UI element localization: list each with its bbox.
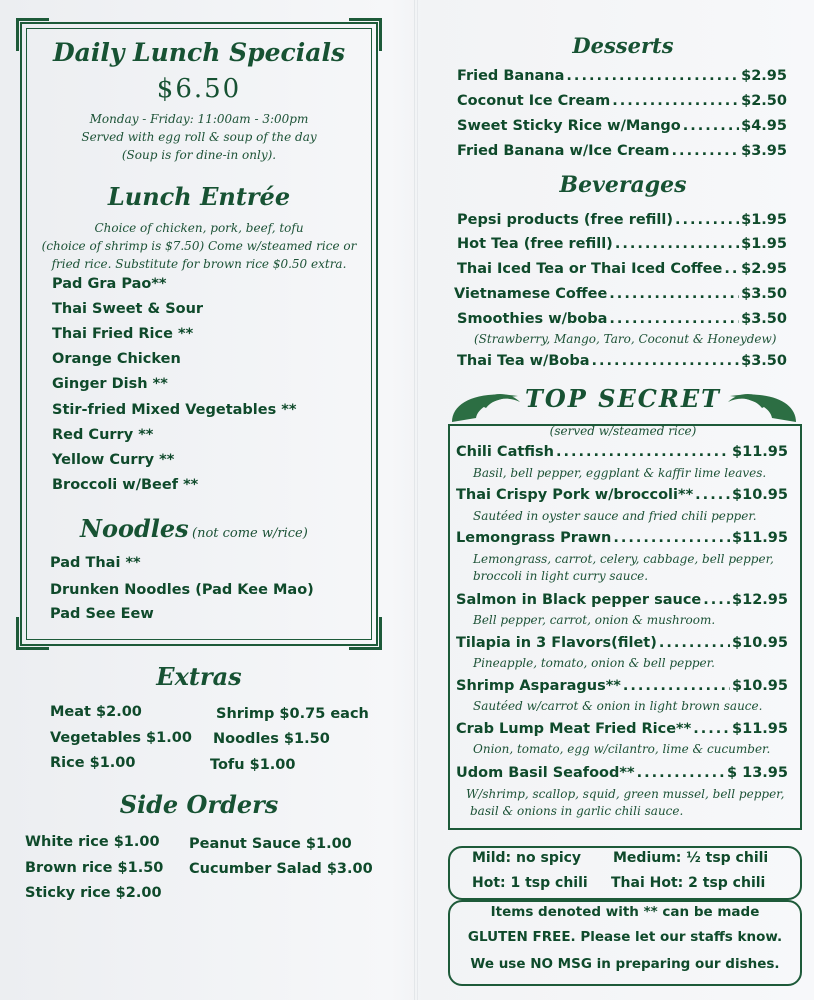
entree-item: Thai Sweet & Sour [52,301,204,317]
secret-desc: Sautéed w/carrot & onion in light brown sauce. [473,699,763,713]
secret-name: Thai Crispy Pork w/broccoli** [456,487,694,503]
dessert-price: $2.95 [741,68,787,84]
beverage-row [457,311,787,327]
secret-price: $10.95 [732,635,788,651]
beverage-name: Thai Iced Tea or Thai Iced Coffee [457,261,723,277]
beverage-row [457,353,787,369]
extra-item: Tofu $1.00 [210,757,296,773]
leader-dots [659,635,730,651]
desserts-title: Desserts [572,33,674,58]
dessert-price: $2.50 [741,93,787,109]
entree-item: Thai Fried Rice ** [52,326,194,342]
secret-desc: broccoli in light curry sauce. [473,569,649,583]
secret-price: $10.95 [732,678,788,694]
leader-dots [556,444,730,460]
beverage-row [457,236,787,252]
dessert-row [457,93,787,109]
daily-served: Served with egg roll & soup of the day [81,130,317,144]
dessert-name: Coconut Ice Cream [457,93,611,109]
leader-dots [724,261,739,277]
beverage-price: $1.95 [741,212,787,228]
extra-item: Rice $1.00 [50,755,136,771]
secret-row [456,592,788,608]
leader-dots [566,68,739,84]
beverage-name: Pepsi products (free refill) [457,212,673,228]
secret-desc: Pineapple, tomato, onion & bell pepper. [473,656,715,670]
top-secret-subtitle: (served w/steamed rice) [549,424,697,438]
beverage-name: Thai Tea w/Boba [457,353,590,369]
entree-item: Broccoli w/Beef ** [52,477,199,493]
entree-desc-1: Choice of chicken, pork, beef, tofu [94,221,304,235]
secret-name: Salmon in Black pepper sauce [456,592,702,608]
entree-item: Pad Gra Pao** [52,276,167,292]
leader-dots [592,353,740,369]
dessert-price: $3.95 [741,143,787,159]
secret-row [456,678,788,694]
beverage-price: $3.50 [741,353,787,369]
entree-item: Orange Chicken [52,351,181,367]
secret-row [456,487,788,503]
leader-dots [637,765,725,781]
secret-desc: basil & onions in garlic chili sauce. [470,804,684,818]
secret-price: $10.95 [732,487,788,503]
secret-price: $11.95 [732,444,788,460]
beverage-row [457,212,787,228]
side-item: Cucumber Salad $3.00 [189,861,373,877]
beverage-price: $3.50 [741,286,787,302]
leader-dots [695,487,730,503]
leader-dots [609,311,739,327]
secret-row [456,765,788,781]
secret-price: $11.95 [732,721,788,737]
beverage-row [457,261,787,277]
secret-row [456,530,788,546]
secret-row [456,721,788,737]
extra-item: Shrimp $0.75 each [216,706,369,722]
secret-price: $11.95 [732,530,788,546]
entree-item: Red Curry ** [52,427,154,443]
entree-desc-2: (choice of shrimp is $7.50) Come w/steamed rice or [41,239,357,253]
noodle-item: Drunken Noodles (Pad Kee Mao) [50,582,314,598]
beverage-price: $2.95 [741,261,787,277]
spice-hot: Hot: 1 tsp chili [472,875,588,891]
entree-item: Stir-fried Mixed Vegetables ** [52,402,297,418]
secret-name: Lemongrass Prawn [456,530,612,546]
dessert-row [457,68,787,84]
noodle-item: Pad Thai ** [50,555,141,571]
leader-dots [693,721,730,737]
leader-dots [675,212,739,228]
secret-name: Tilapia in 3 Flavors(filet) [456,635,657,651]
secret-desc: Onion, tomato, egg w/cilantro, lime & cucumber. [473,742,771,756]
secret-desc: Sautéed in oyster sauce and fried chili pepper. [473,509,757,523]
beverage-price: $3.50 [741,311,787,327]
secret-name: Crab Lump Meat Fried Rice** [456,721,692,737]
leader-dots [612,93,739,109]
secret-name: Udom Basil Seafood** [456,765,635,781]
secret-row [456,635,788,651]
beverages-title: Beverages [559,172,687,198]
noodles-note: (not come w/rice) [192,526,308,541]
secret-row [456,444,788,460]
spice-medium: Medium: ½ tsp chili [613,850,769,866]
beverage-row [454,286,787,302]
beverage-name: Vietnamese Coffee [454,286,608,302]
secret-desc: Basil, bell pepper, eggplant & kaffir lime leaves. [473,466,767,480]
noodle-item: Pad See Eew [50,606,154,622]
spice-thai-hot: Thai Hot: 2 tsp chili [611,875,766,891]
dessert-row [457,143,787,159]
side-item: Sticky rice $2.00 [25,885,162,901]
secret-price: $12.95 [732,592,788,608]
leader-dots [683,118,739,134]
dessert-price: $4.95 [741,118,787,134]
leader-dots [623,678,730,694]
spice-mild: Mild: no spicy [472,850,582,866]
secret-desc: Bell pepper, carrot, onion & mushroom. [473,613,716,627]
leader-dots [615,236,739,252]
dessert-name: Fried Banana [457,68,565,84]
noodles-title: Noodles [80,514,189,543]
beverage-name: Hot Tea (free refill) [457,236,613,252]
secret-desc: W/shrimp, scallop, squid, green mussel, bell pepper, [466,787,785,801]
extras-title: Extras [156,662,242,691]
dessert-name: Fried Banana w/Ice Cream [457,143,670,159]
side-item: Peanut Sauce $1.00 [189,836,352,852]
daily-hours: Monday - Friday: 11:00am - 3:00pm [89,112,309,126]
extra-item: Meat $2.00 [50,704,142,720]
secret-name: Chili Catfish [456,444,554,460]
daily-soup-note: (Soup is for dine-in only). [121,148,277,162]
entree-desc-3: fried rice. Substitute for brown rice $0.50 extra. [51,257,347,271]
top-secret-title: TOP SECRET [525,384,721,413]
gluten-line-3: We use NO MSG in preparing our dishes. [470,956,780,972]
side-item: Brown rice $1.50 [25,860,164,876]
entree-item: Ginger Dish ** [52,376,168,392]
daily-price: $6.50 [156,74,242,104]
secret-desc: Lemongrass, carrot, celery, cabbage, bell pepper, [473,552,774,566]
dessert-name: Sweet Sticky Rice w/Mango [457,118,681,134]
leader-dots [703,592,730,608]
leader-dots [613,530,730,546]
corner-ornament [349,617,382,650]
leader-dots [609,286,739,302]
secret-price: $ 13.95 [726,765,788,781]
page-fold [414,0,418,1000]
entree-title: Lunch Entrée [107,182,291,211]
leader-dots [672,143,740,159]
side-item: White rice $1.00 [25,834,160,850]
corner-ornament [16,617,49,650]
extra-item: Noodles $1.50 [213,731,330,747]
smoothie-flavors: (Strawberry, Mango, Taro, Coconut & Honeydew) [474,332,777,346]
beverage-name: Smoothies w/boba [457,311,608,327]
beverage-price: $1.95 [741,236,787,252]
dessert-row [457,118,787,134]
secret-name: Shrimp Asparagus** [456,678,621,694]
entree-item: Yellow Curry ** [52,452,175,468]
extra-item: Vegetables $1.00 [50,730,192,746]
side-orders-title: Side Orders [119,790,279,819]
gluten-line-1: Items denoted with ** can be made [490,904,760,920]
daily-specials-title: Daily Lunch Specials [52,38,346,67]
gluten-line-2: GLUTEN FREE. Please let our staffs know. [467,929,783,945]
